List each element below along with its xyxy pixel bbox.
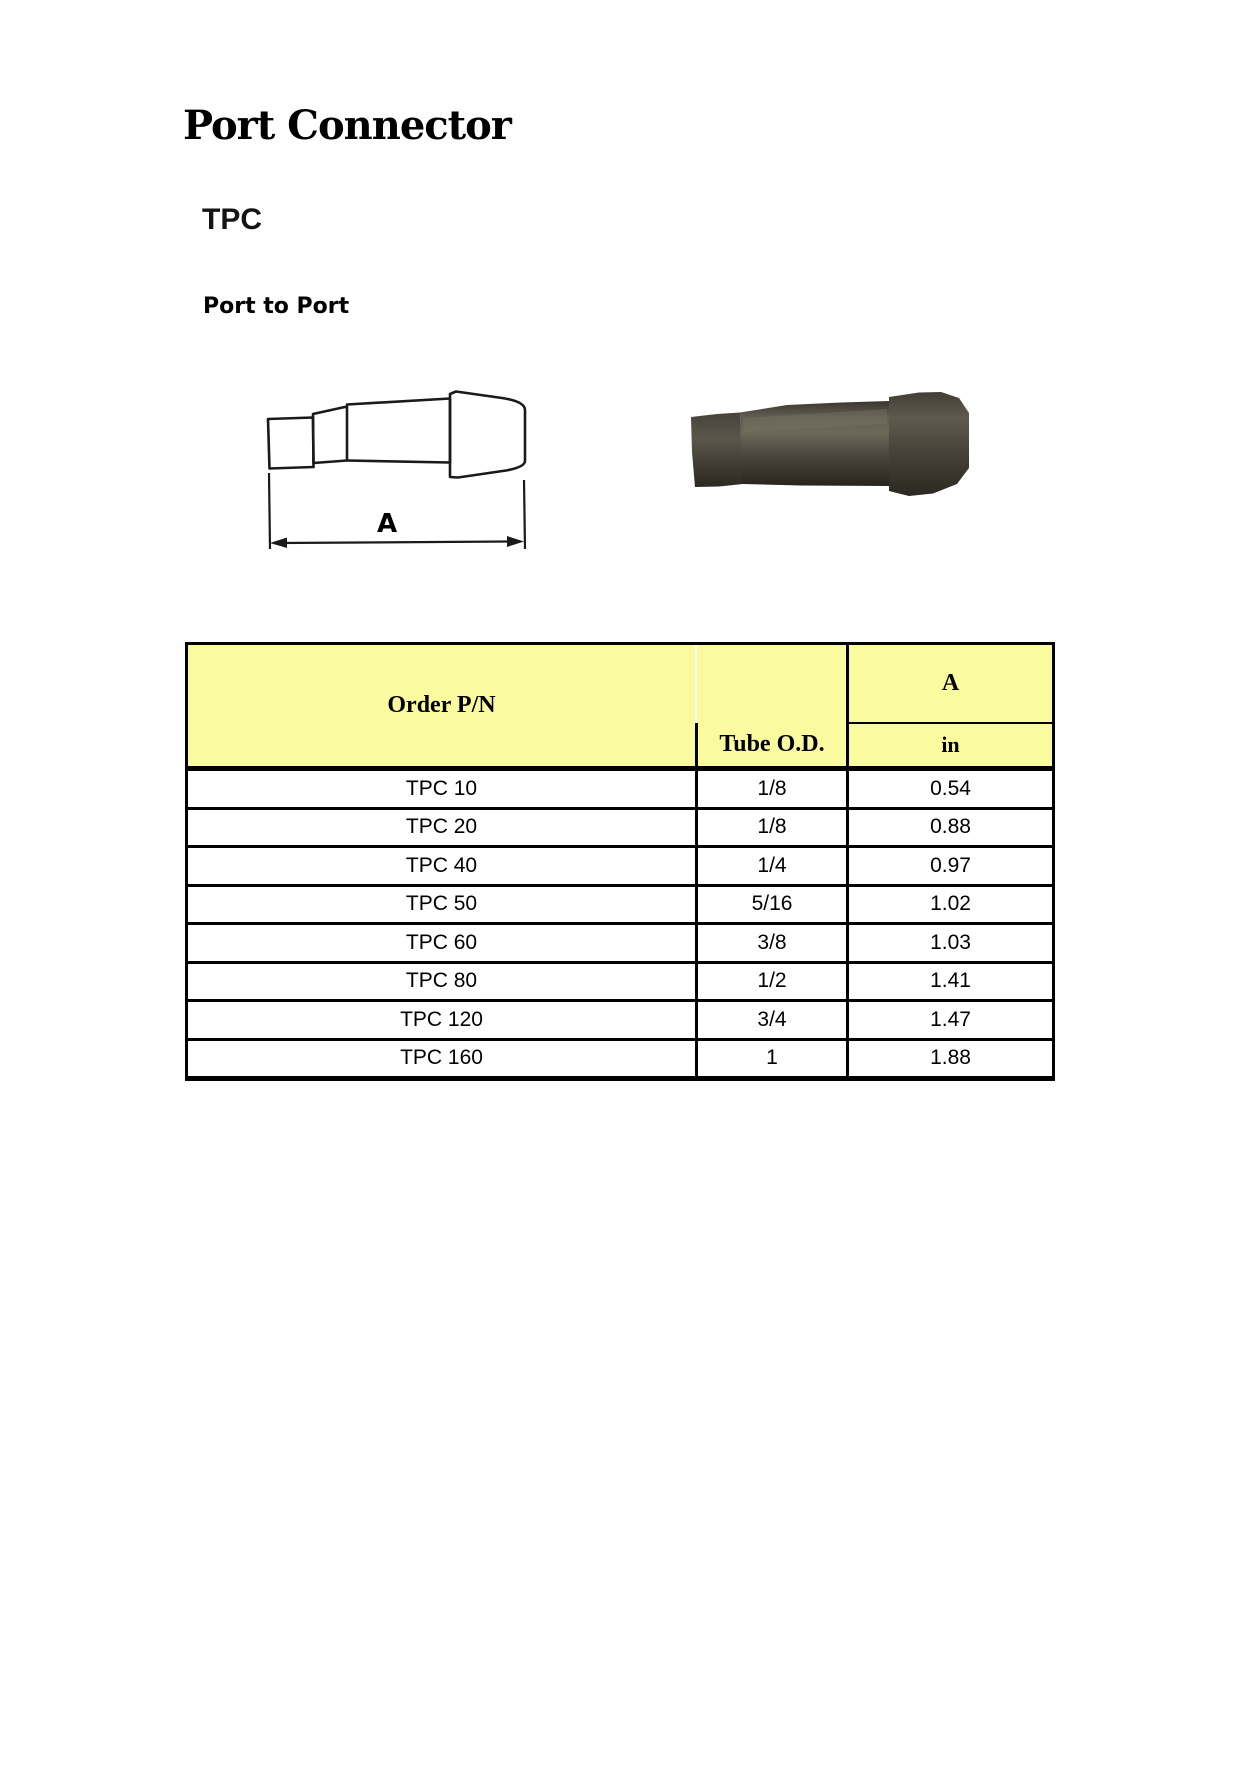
drawing-taper-segment bbox=[313, 407, 347, 464]
drawing-nut bbox=[450, 392, 525, 478]
cell-a-in: 0.88 bbox=[848, 808, 1054, 847]
cell-pn: TPC 50 bbox=[187, 885, 697, 924]
cell-a-in: 0.54 bbox=[848, 769, 1054, 809]
drawing-barrel bbox=[347, 399, 450, 463]
dimension-extension-left bbox=[269, 473, 270, 549]
cell-pn: TPC 10 bbox=[187, 769, 697, 809]
cell-tube-od: 1/8 bbox=[697, 769, 848, 809]
spec-table-header bbox=[187, 644, 1054, 769]
cell-a-in: 1.41 bbox=[848, 962, 1054, 1001]
cell-a-in: 1.03 bbox=[848, 924, 1054, 963]
cell-tube-od: 1/4 bbox=[697, 847, 848, 886]
cell-a-in: 1.02 bbox=[848, 885, 1054, 924]
photo-end-nub bbox=[691, 413, 743, 488]
dimension-line bbox=[280, 542, 514, 544]
table-row bbox=[187, 1001, 1054, 1040]
section-label: Port to Port bbox=[203, 294, 350, 319]
table-row bbox=[187, 847, 1054, 886]
cell-pn: TPC 20 bbox=[187, 808, 697, 847]
cell-pn: TPC 40 bbox=[187, 847, 697, 886]
table-row bbox=[187, 1039, 1054, 1079]
cell-tube-od: 5/16 bbox=[697, 885, 848, 924]
cell-tube-od: 3/8 bbox=[697, 924, 848, 963]
cell-tube-od: 1 bbox=[697, 1039, 848, 1079]
cell-tube-od: 1/2 bbox=[697, 962, 848, 1001]
dimension-label: A bbox=[376, 509, 398, 539]
cell-tube-od: 3/4 bbox=[697, 1001, 848, 1040]
cell-a-in: 1.47 bbox=[848, 1001, 1054, 1040]
header-tube-od: Tube O.D. bbox=[697, 723, 848, 769]
cell-a-in: 0.97 bbox=[848, 847, 1054, 886]
cell-pn: TPC 80 bbox=[187, 962, 697, 1001]
header-unit-in: in bbox=[848, 723, 1054, 769]
connector-photo bbox=[683, 388, 975, 502]
connector-line-drawing bbox=[250, 383, 545, 561]
dimension-extension-right bbox=[524, 480, 525, 549]
cell-tube-od: 1/8 bbox=[697, 808, 848, 847]
cell-pn: TPC 160 bbox=[187, 1039, 697, 1079]
spec-table-body bbox=[187, 769, 1054, 1079]
table-row bbox=[187, 962, 1054, 1001]
cell-pn: TPC 120 bbox=[187, 1001, 697, 1040]
drawing-end-block bbox=[268, 418, 314, 469]
dimension-arrowhead-right bbox=[507, 536, 524, 547]
table-row bbox=[187, 769, 1054, 809]
cell-pn: TPC 60 bbox=[187, 924, 697, 963]
table-row bbox=[187, 808, 1054, 847]
table-row bbox=[187, 924, 1054, 963]
cell-a-in: 1.88 bbox=[848, 1039, 1054, 1079]
page-title: Port Connector bbox=[183, 102, 511, 149]
header-dim-a: A bbox=[848, 644, 1054, 724]
table-row bbox=[187, 885, 1054, 924]
dimension-arrowhead-left bbox=[270, 538, 287, 549]
series-title: TPC bbox=[202, 203, 262, 236]
spec-table bbox=[185, 642, 1055, 1081]
header-spacer-cell bbox=[697, 644, 848, 724]
header-order-pn: Order P/N bbox=[187, 644, 697, 769]
photo-nut bbox=[889, 392, 969, 496]
